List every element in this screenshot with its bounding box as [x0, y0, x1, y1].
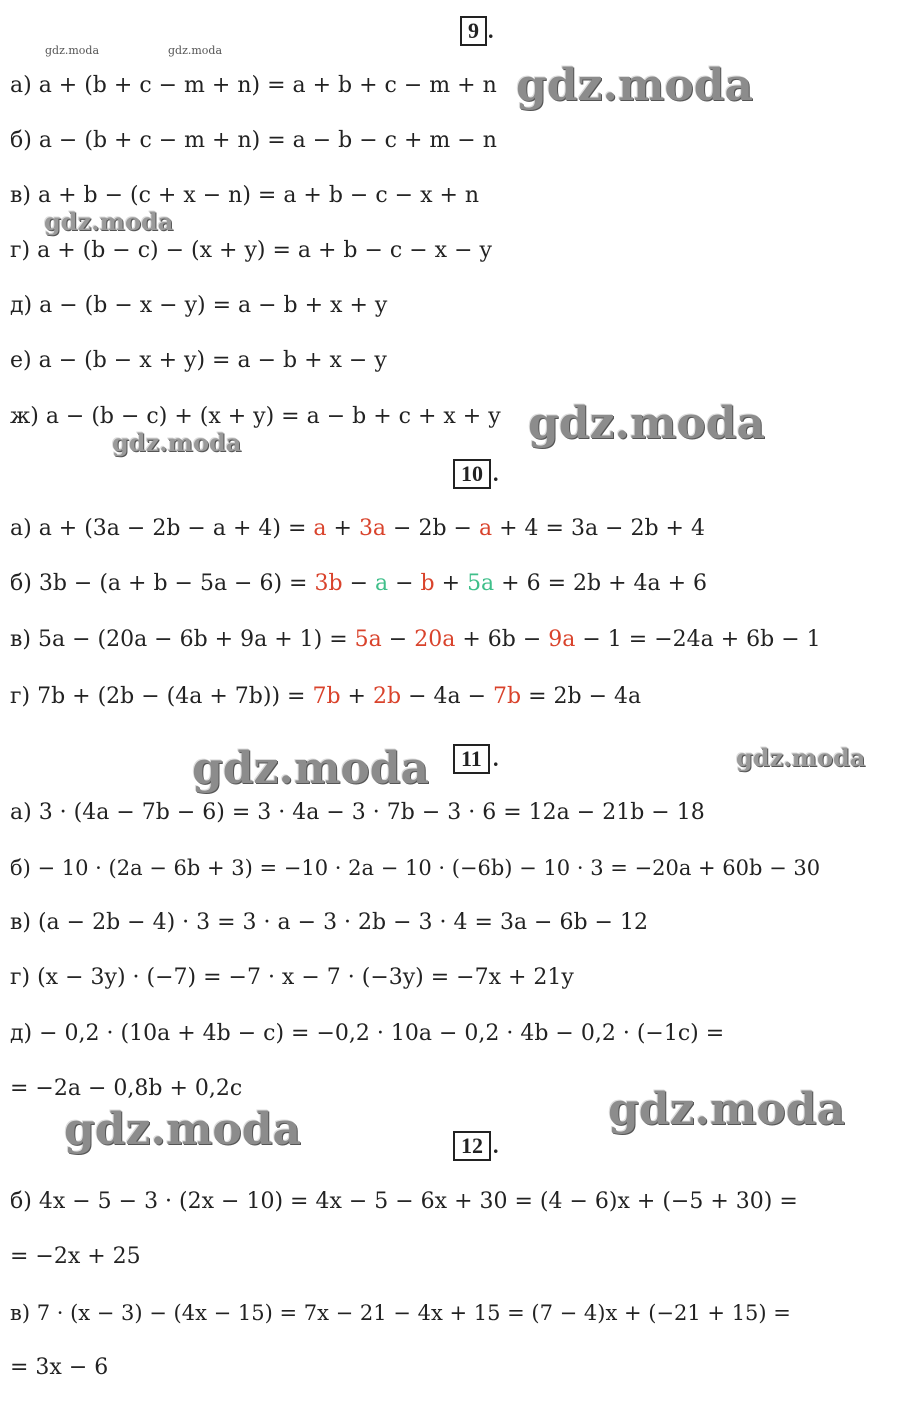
- equation-11a: а) 3 · (4a − 7b − 6) = 3 · 4a − 3 · 7b − 3 · 6 = 12a − 21b − 18: [10, 800, 705, 825]
- eq-highlight-red: 3a: [358, 516, 387, 541]
- eq-part: −: [388, 571, 421, 596]
- section-number-11-dot: .: [493, 746, 499, 771]
- section-number-12-dot: .: [493, 1133, 499, 1158]
- watermark: gdz.moda: [112, 428, 242, 457]
- equation-12c: в) 7 · (x − 3) − (4x − 15) = 7x − 21 − 4x + 15 = (7 − 4)x + (−21 + 15) =: [10, 1301, 791, 1325]
- eq-part: −: [342, 571, 375, 596]
- eq-part: −: [381, 627, 415, 652]
- eq-highlight-red: 7b: [493, 684, 522, 709]
- section-number-12-text: 12: [461, 1133, 483, 1158]
- equation-11f: = −2a − 0,8b + 0,2c: [10, 1076, 243, 1101]
- watermark: gdz.moda: [45, 44, 100, 57]
- equation-11e: д) − 0,2 · (10a + 4b − c) = −0,2 · 10a − 0,2 · 4b − 0,2 · (−1c) =: [10, 1021, 725, 1046]
- equation-11c: в) (a − 2b − 4) · 3 = 3 · a − 3 · 2b − 3 · 4 = 3a − 6b − 12: [10, 910, 648, 935]
- eq-part: б) 3b − (a + b − 5a − 6) =: [10, 571, 315, 596]
- equation-12b: б) 4x − 5 − 3 · (2x − 10) = 4x − 5 − 6x + 30 = (4 − 6)x + (−5 + 30) =: [10, 1189, 798, 1214]
- watermark: gdz.moda: [516, 60, 754, 111]
- eq-highlight-red: b: [420, 571, 435, 596]
- equation-9g: ж) a − (b − c) + (x + y) = a − b + c + x + y: [10, 404, 501, 429]
- eq-highlight-green: a: [375, 571, 389, 596]
- eq-highlight-red: a: [313, 516, 327, 541]
- section-number-10-text: 10: [461, 461, 483, 486]
- equation-9b: б) a − (b + c − m + n) = a − b − c + m − n: [10, 128, 497, 153]
- eq-part: = 2b − 4a: [521, 684, 642, 709]
- equation-10a: [10, 514, 705, 544]
- eq-part: а) a + (3a − 2b − a + 4) =: [10, 516, 314, 541]
- equation-9e: д) a − (b − x − y) = a − b + x + y: [10, 293, 388, 318]
- eq-highlight-red: 20a: [414, 627, 456, 652]
- section-number-9-dot: .: [488, 18, 494, 43]
- equation-9f: е) a − (b − x + y) = a − b + x − y: [10, 348, 387, 373]
- section-number-9-text: 9: [468, 18, 479, 43]
- equation-10b: [10, 569, 707, 599]
- eq-highlight-red: 9a: [548, 627, 576, 652]
- section-number-11: [453, 744, 490, 774]
- eq-highlight-red: a: [478, 516, 493, 541]
- eq-part: +: [434, 571, 468, 596]
- equation-11b: б) − 10 · (2a − 6b + 3) = −10 · 2a − 10 · (−6b) − 10 · 3 = −20a + 60b − 30: [10, 856, 821, 880]
- section-number-11-text: 11: [461, 746, 482, 771]
- equation-12c-result: = 3x − 6: [10, 1355, 109, 1380]
- eq-part: + 4 = 3a − 2b + 4: [492, 516, 705, 541]
- equation-9d: г) a + (b − c) − (x + y) = a + b − c − x − y: [10, 238, 492, 263]
- eq-part: +: [326, 516, 359, 541]
- equation-11d: г) (x − 3y) · (−7) = −7 · x − 7 · (−3y) = −7x + 21y: [10, 965, 574, 990]
- watermark: gdz.moda: [528, 398, 766, 449]
- watermark: gdz.moda: [736, 743, 866, 772]
- equation-10c: [10, 625, 821, 655]
- eq-highlight-red: 5a: [354, 627, 382, 652]
- equation-9a: а) a + (b + c − m + n) = a + b + c − m + n: [10, 73, 497, 98]
- watermark: gdz.moda: [44, 207, 174, 236]
- watermark: gdz.moda: [192, 743, 430, 794]
- equation-10d: [10, 682, 641, 712]
- section-number-10: [453, 459, 491, 489]
- section-number-9: [460, 16, 487, 46]
- equation-12b-result: = −2x + 25: [10, 1244, 141, 1269]
- eq-part: − 4a −: [401, 684, 494, 709]
- eq-highlight-red: 7b: [312, 684, 341, 709]
- eq-part: в) 5a − (20a − 6b + 9a + 1) =: [10, 627, 355, 652]
- eq-part: − 1 = −24a + 6b − 1: [575, 627, 821, 652]
- eq-highlight-red: 2b: [372, 684, 402, 709]
- section-number-10-dot: .: [493, 461, 499, 486]
- equation-9c: в) a + b − (c + x − n) = a + b − c − x + n: [10, 183, 480, 208]
- eq-part: +: [340, 684, 373, 709]
- eq-highlight-green: 5a: [467, 571, 495, 596]
- eq-part: − 2b −: [386, 516, 479, 541]
- eq-part: + 6 = 2b + 4a + 6: [494, 571, 708, 596]
- section-number-12: [453, 1131, 491, 1161]
- watermark: gdz.moda: [608, 1084, 846, 1135]
- watermark: gdz.moda: [168, 44, 223, 57]
- eq-part: г) 7b + (2b − (4a + 7b)) =: [10, 684, 313, 709]
- eq-highlight-red: 3b: [314, 571, 343, 596]
- watermark: gdz.moda: [64, 1104, 302, 1155]
- eq-part: + 6b −: [455, 627, 549, 652]
